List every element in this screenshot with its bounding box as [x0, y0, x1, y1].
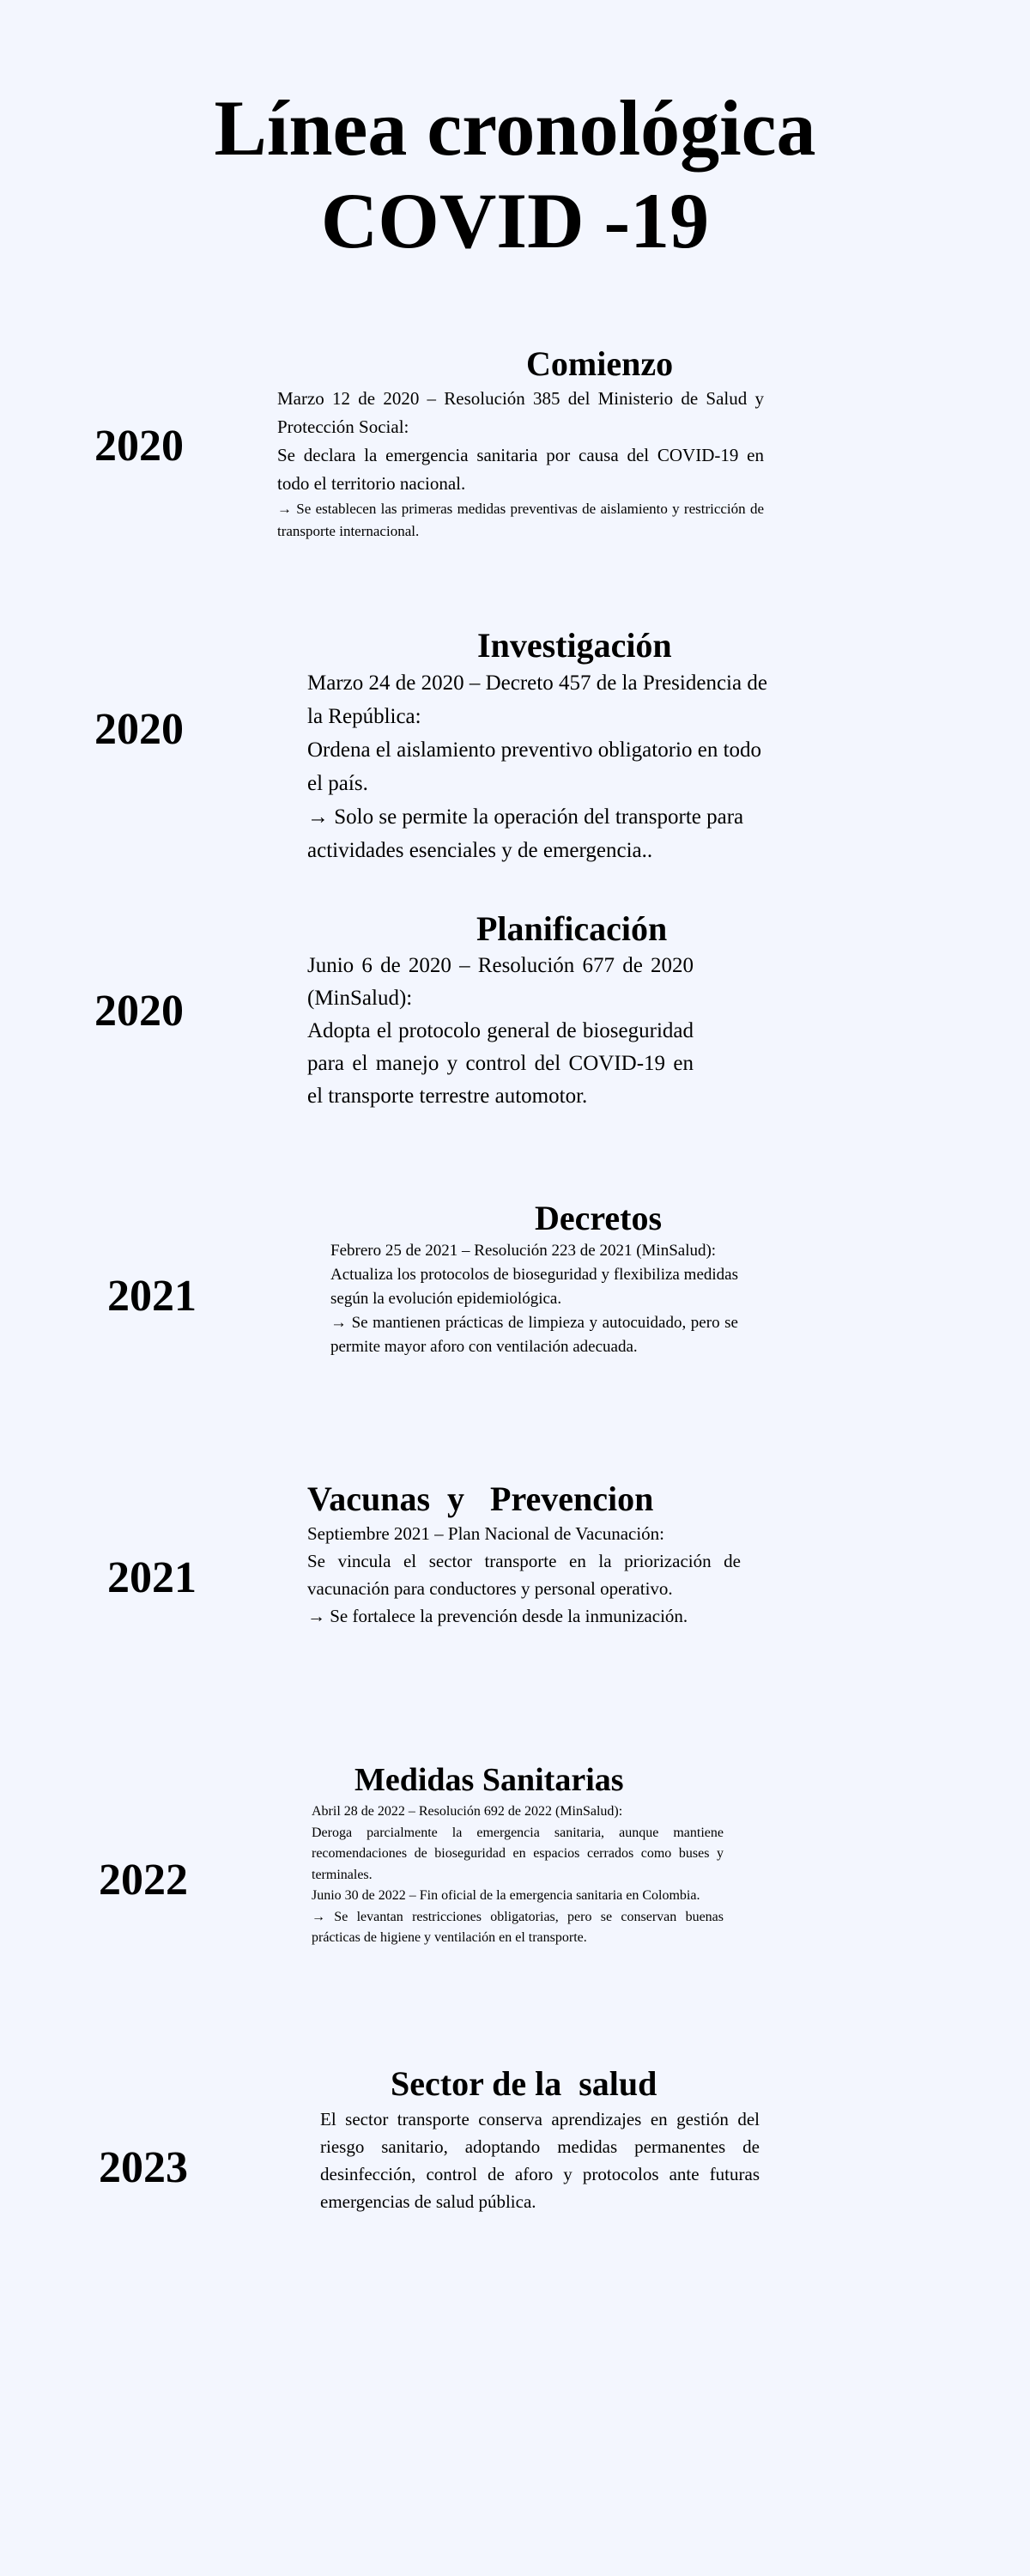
event-line: Actualiza los protocolos de bioseguridad y flexibiliza medidas según la evolución epidemiológica.	[330, 1266, 738, 1308]
event-text	[307, 666, 771, 867]
timeline-event	[320, 2063, 760, 2215]
event-line: → Se fortalece la prevención desde la inmunización.	[307, 1606, 688, 1626]
event-line: Marzo 12 de 2020 – Resolución 385 del Ministerio de Salud y Protección Social:	[277, 388, 764, 437]
event-heading: Medidas Sanitarias	[354, 1762, 624, 1798]
event-heading: Sector de la salud	[391, 2064, 657, 2103]
event-line: Septiembre 2021 – Plan Nacional de Vacunación:	[307, 1523, 665, 1544]
event-heading: Planificación	[476, 909, 668, 948]
page-title	[0, 82, 1030, 267]
event-line: → Se levantan restricciones obligatorias, pero se conservan buenas prácticas de higiene y ventilación en el transporte.	[312, 1909, 724, 1945]
event-line: Adopta el protocolo general de bioseguridad para el manejo y control del COVID-19 en el transporte terrestre automotor.	[307, 1019, 694, 1108]
timeline-event	[312, 1759, 724, 1949]
event-line: Deroga parcialmente la emergencia sanitaria, aunque mantiene recomendaciones de bioseguridad en espacios cerrados como buses y terminales.	[312, 1825, 724, 1882]
timeline-event	[307, 625, 771, 867]
timeline-event	[330, 1198, 738, 1359]
title-line-2: COVID -19	[320, 177, 710, 264]
timeline-event	[307, 908, 694, 1113]
year-label: 2022	[99, 1856, 188, 1905]
timeline-event	[277, 343, 764, 543]
event-line: Se declara la emergencia sanitaria por causa del COVID-19 en todo el territorio nacional.	[277, 445, 764, 494]
event-text	[277, 385, 764, 543]
event-text	[307, 1520, 741, 1630]
year-label: 2020	[94, 705, 184, 754]
event-line: Ordena el aislamiento preventivo obligatorio en todo el país.	[307, 738, 762, 795]
year-label: 2020	[94, 987, 184, 1036]
event-line: Junio 30 de 2022 – Fin oficial de la emergencia sanitaria en Colombia.	[312, 1888, 700, 1903]
event-line: → Solo se permite la operación del transporte para actividades esenciales y de emergencia..	[307, 805, 744, 862]
year-label: 2021	[107, 1272, 197, 1321]
event-heading: Decretos	[535, 1199, 663, 1237]
event-heading: Vacunas y Prevencion	[307, 1479, 654, 1518]
event-line: Abril 28 de 2022 – Resolución 692 de 2022 (MinSalud):	[312, 1804, 623, 1819]
event-line: Se vincula el sector transporte en la priorización de vacunación para conductores y personal operativo.	[307, 1551, 741, 1599]
timeline-event	[307, 1479, 741, 1630]
event-text	[320, 2105, 760, 2215]
event-heading: Comienzo	[526, 344, 674, 383]
event-line: Febrero 25 de 2021 – Resolución 223 de 2021 (MinSalud):	[330, 1242, 717, 1260]
year-label: 2021	[107, 1553, 197, 1602]
event-text	[330, 1239, 738, 1359]
title-line-1: Línea cronológica	[214, 84, 816, 172]
event-line: → Se establecen las primeras medidas preventivas de aislamiento y restricción de transporte internacional.	[277, 501, 764, 539]
event-line: → Se mantienen prácticas de limpieza y autocuidado, pero se permite mayor aforo con ventilación adecuada.	[330, 1314, 738, 1356]
event-line: El sector transporte conserva aprendizajes en gestión del riesgo sanitario, adoptando medidas permanentes de desinfección, control de aforo y protocolos ante futuras emergencias de salud pública.	[320, 2109, 760, 2212]
event-heading: Investigación	[477, 626, 672, 665]
event-text	[307, 950, 694, 1113]
event-line: Marzo 24 de 2020 – Decreto 457 de la Presidencia de la República:	[307, 671, 767, 728]
event-text	[312, 1801, 724, 1949]
event-line: Junio 6 de 2020 – Resolución 677 de 2020 (MinSalud):	[307, 954, 694, 1010]
year-label: 2020	[94, 422, 184, 471]
year-label: 2023	[99, 2143, 188, 2192]
